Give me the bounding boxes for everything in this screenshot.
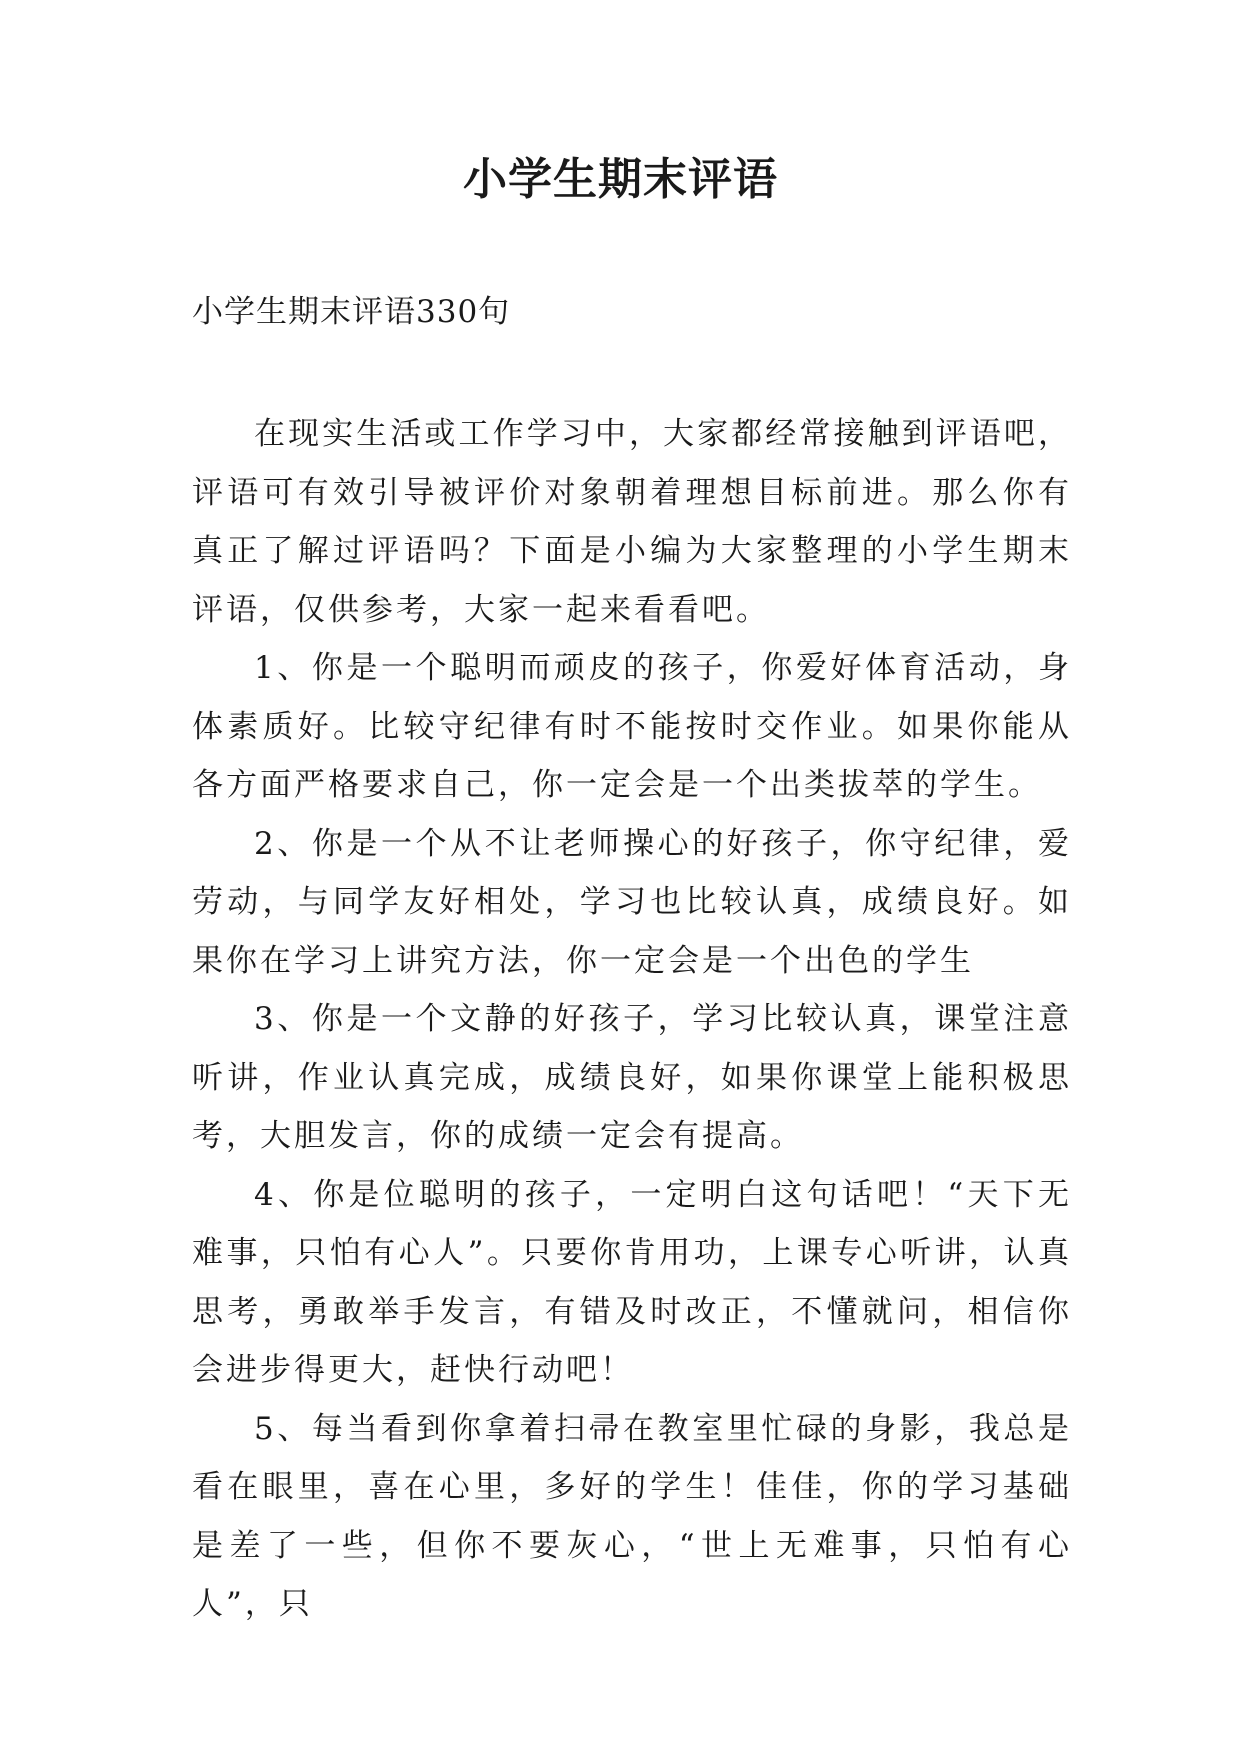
document-subtitle: 小学生期末评语330句 [192, 294, 511, 330]
comment-paragraph-2: 2、你是一个从不让老师操心的好孩子，你守纪律，爱劳动，与同学友好相处，学习也比较认真，成绩良好。如果你在学习上讲究方法，你一定会是一个出色的学生 [192, 825, 1072, 979]
comment-paragraph-4: 4、你是位聪明的孩子，一定明白这句话吧！“天下无难事，只怕有心人”。只要你肯用功，上课专心听讲，认真思考，勇敢举手发言，有错及时改正，不懂就问，相信你会进步得更大，赶快行动吧！ [192, 1176, 1072, 1388]
page-title: 小学生期末评语 [463, 154, 778, 205]
comment-paragraph-1: 1、你是一个聪明而顽皮的孩子，你爱好体育活动，身体素质好。比较守纪律有时不能按时交作业。如果你能从各方面严格要求自己，你一定会是一个出类拔萃的学生。 [192, 650, 1072, 803]
intro-paragraph: 在现实生活或工作学习中，大家都经常接触到评语吧，评语可有效引导被评价对象朝着理想目标前进。那么你有真正了解过评语吗？下面是小编为大家整理的小学生期末评语，仅供参考，大家一起来看看吧。 [192, 416, 1072, 628]
comment-paragraph-5: 5、每当看到你拿着扫帚在教室里忙碌的身影，我总是看在眼里，喜在心里，多好的学生！佳佳，你的学习基础是差了一些，但你不要灰心，“世上无难事，只怕有心人”，只 [192, 1410, 1072, 1622]
document-body [192, 405, 1072, 1634]
comment-paragraph-3: 3、你是一个文静的好孩子，学习比较认真，课堂注意听讲，作业认真完成，成绩良好，如果你课堂上能积极思考，大胆发言，你的成绩一定会有提高。 [192, 1001, 1072, 1154]
